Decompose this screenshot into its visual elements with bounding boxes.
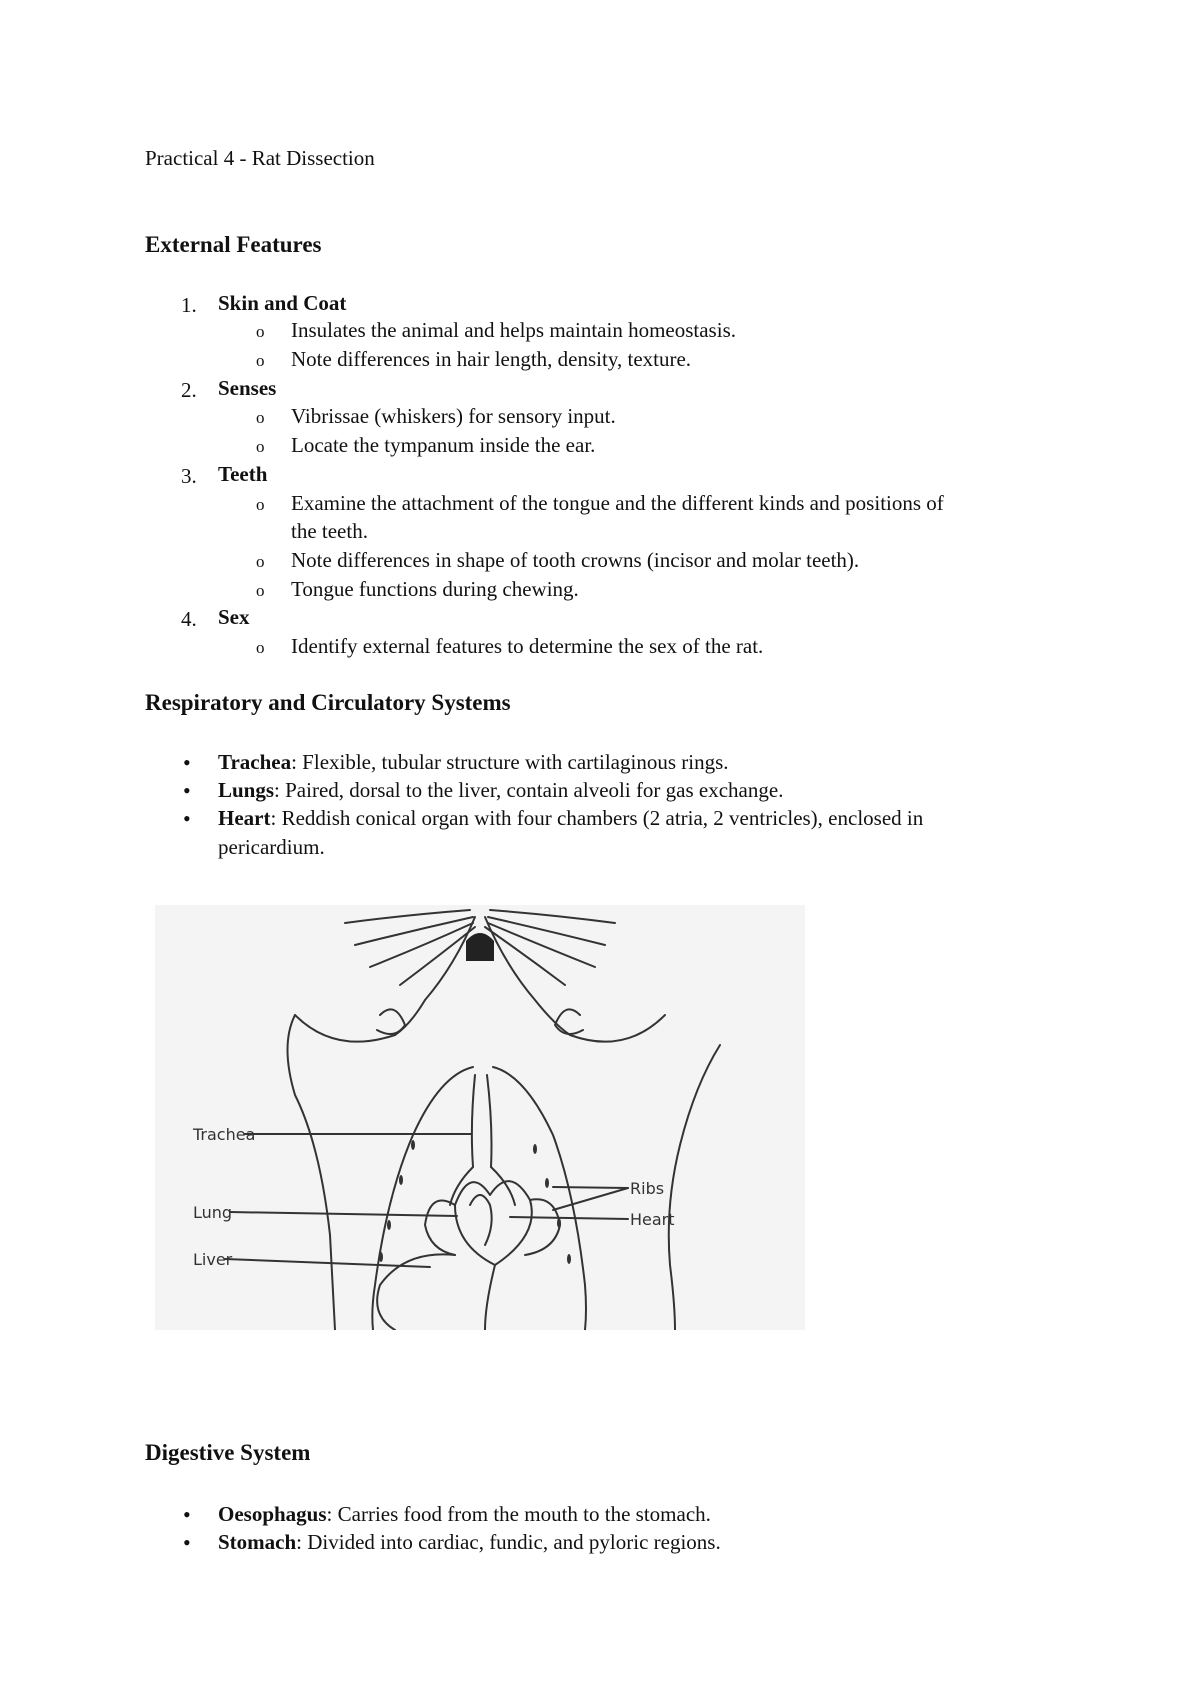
heading-digestive-system: Digestive System [145, 1440, 311, 1465]
list-item-title: Senses [218, 376, 277, 400]
heading-external-features: External Features [145, 232, 322, 257]
list-number: 3. [181, 464, 197, 488]
list-number: 1. [181, 293, 197, 317]
rat-anatomy-diagram [155, 905, 805, 1330]
bullet-marker: • [183, 1502, 191, 1527]
list-number: 4. [181, 607, 197, 631]
bullet-item-trachea: Trachea: Flexible, tubular structure with cartilaginous rings. [218, 750, 729, 774]
list-bullet-text: Tongue functions during chewing. [291, 577, 579, 601]
list-item-title: Skin and Coat [218, 291, 347, 315]
bullet-marker: • [183, 778, 191, 803]
figure-label-trachea: Trachea [193, 1125, 256, 1144]
list-bullet-text: Note differences in shape of tooth crowns (incisor and molar teeth). [291, 548, 860, 572]
bullet-item-stomach: Stomach: Divided into cardiac, fundic, and pyloric regions. [218, 1530, 721, 1554]
bullet-item-heart: Heart: Reddish conical organ with four chambers (2 atria, 2 ventricles), enclosed in [218, 806, 924, 830]
bullet-item-continuation: pericardium. [218, 835, 325, 859]
figure-label-ribs: Ribs [630, 1179, 665, 1198]
sub-bullet-marker: o [256, 495, 265, 514]
bullet-item-oesophagus: Oesophagus: Carries food from the mouth to the stomach. [218, 1502, 711, 1526]
bullet-marker: • [183, 750, 191, 775]
sub-bullet-marker: o [256, 638, 265, 657]
document-title: Practical 4 - Rat Dissection [145, 146, 375, 170]
sub-bullet-marker: o [256, 437, 265, 456]
bullet-item-lungs: Lungs: Paired, dorsal to the liver, contain alveoli for gas exchange. [218, 778, 784, 802]
figure-label-heart: Heart [630, 1210, 675, 1229]
list-bullet-text: Locate the tympanum inside the ear. [291, 433, 596, 457]
list-bullet-text: Vibrissae (whiskers) for sensory input. [291, 404, 616, 428]
figure-label-liver: Liver [193, 1250, 233, 1269]
list-bullet-text: Note differences in hair length, density, texture. [291, 347, 692, 371]
list-item-title: Sex [218, 605, 250, 629]
sub-bullet-marker: o [256, 322, 265, 341]
sub-bullet-marker: o [256, 552, 265, 571]
list-bullet-text: Identify external features to determine the sex of the rat. [291, 634, 764, 658]
list-bullet-text: Examine the attachment of the tongue and the different kinds and positions of [291, 491, 944, 515]
sub-bullet-marker: o [256, 408, 265, 427]
bullet-marker: • [183, 1530, 191, 1555]
rat-anatomy-svg [155, 905, 805, 1330]
list-number: 2. [181, 378, 197, 402]
list-bullet-text: the teeth. [291, 519, 368, 543]
heading-respiratory-circulatory: Respiratory and Circulatory Systems [145, 690, 511, 715]
figure-label-lung: Lung [193, 1203, 233, 1222]
list-item-title: Teeth [218, 462, 268, 486]
bullet-marker: • [183, 806, 191, 831]
sub-bullet-marker: o [256, 351, 265, 370]
sub-bullet-marker: o [256, 581, 265, 600]
list-bullet-text: Insulates the animal and helps maintain homeostasis. [291, 318, 736, 342]
